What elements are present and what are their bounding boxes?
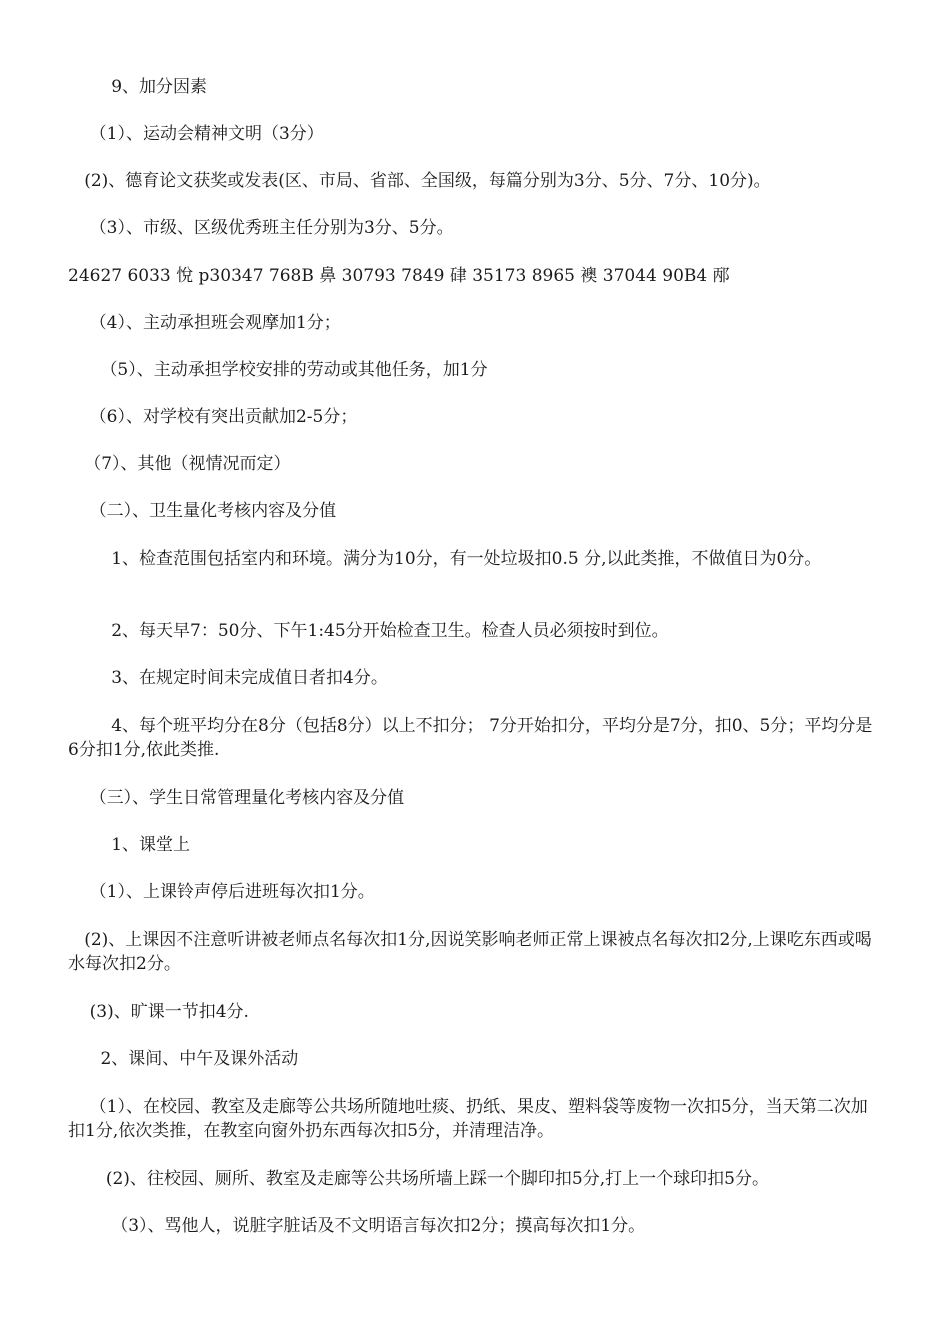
line-attention: (2)、上课因不注意听讲被老师点名每次扣1分,因说笑影响老师正常上课被点名每次扣2分,上课吃东西或喝水每次扣2分。 (68, 930, 872, 974)
line-excellent-teacher: （3）、市级、区级优秀班主任分别为3分、5分。 (68, 218, 454, 238)
line-hygiene-time: 2、每天早7：50分、下午1:45分开始检查卫生。检查人员必须按时到位。 (68, 621, 669, 641)
line-truancy: (3)、旷课一节扣4分. (68, 1002, 249, 1022)
line-hygiene-scope: 1、检查范围包括室内和环境。满分为10分，有一处垃圾扣0.5 分,以此类推，不做值日为0分。 (68, 549, 822, 569)
section-daily-heading: （三）、学生日常管理量化考核内容及分值 (68, 788, 405, 808)
line-break-activities: 2、课间、中午及课外活动 (68, 1049, 299, 1069)
line-other: （7）、其他（视情况而定） (68, 454, 291, 474)
line-bonus-factors: 9、加分因素 (68, 77, 208, 97)
line-labor-task: （5）、主动承担学校安排的劳动或其他任务，加1分 (68, 360, 488, 380)
line-outstanding-contrib: （6）、对学校有突出贡献加2-5分； (68, 407, 358, 427)
line-sports-meet: （1）、运动会精神文明（3分） (68, 124, 324, 144)
line-footprint: (2)、往校园、厕所、教室及走廊等公共场所墙上踩一个脚印扣5分,打上一个球印扣5分。 (68, 1169, 769, 1189)
line-moral-paper: (2)、德育论文获奖或发表(区、市局、省部、全国级，每篇分别为3分、5分、7分、10分)。 (68, 171, 771, 191)
line-littering: （1）、在校园、教室及走廊等公共场所随地吐痰、扔纸、果皮、塑料袋等废物一次扣5分，当天第二次加扣1分,依次类推，在教室向窗外扔东西每次扣5分，并清理洁净。 (68, 1097, 868, 1141)
section-hygiene-heading: （二）、卫生量化考核内容及分值 (68, 501, 337, 521)
line-in-class: 1、课堂上 (68, 835, 191, 855)
line-swearing: （3）、骂他人，说脏字脏话及不文明语言每次扣2分；摸高每次扣1分。 (68, 1216, 646, 1236)
line-class-meeting: （4）、主动承担班会观摩加1分； (68, 313, 341, 333)
line-code-string: 24627 6033 悅 p30347 768B 鼻 30793 7849 硉 35173 8965 襖 37044 90B4 邴 (68, 266, 730, 286)
line-late-entry: （1）、上课铃声停后进班每次扣1分。 (68, 882, 375, 902)
line-hygiene-average: 4、每个班平均分在8分（包括8分）以上不扣分； 7分开始扣分，平均分是7分，扣0、5分；平均分是6分扣1分,依此类推. (68, 716, 873, 760)
line-hygiene-duty: 3、在规定时间未完成值日者扣4分。 (68, 668, 388, 688)
